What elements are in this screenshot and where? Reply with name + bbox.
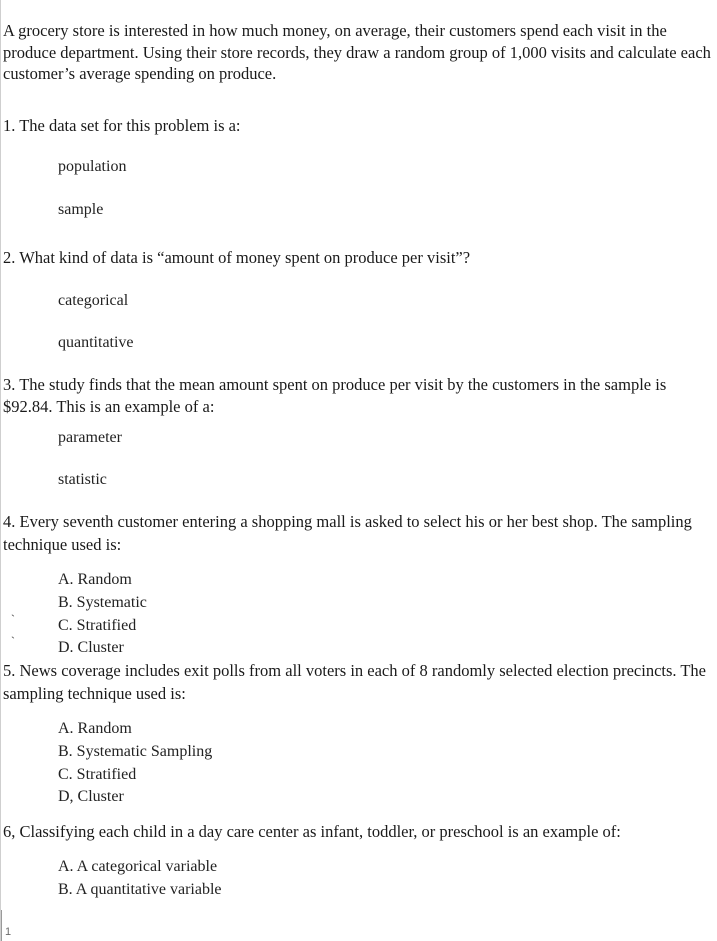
question-1-option-2: sample	[58, 201, 104, 218]
question-5: 5. News coverage includes exit polls from all voters in each of 8 randomly selected election precincts. The sampling technique used is:	[3, 661, 706, 703]
question-1: 1. The data set for this problem is a:	[3, 116, 241, 135]
question-5-option-b: B. Systematic Sampling	[58, 743, 213, 760]
question-4-option-d: D. Cluster	[58, 639, 124, 656]
question-3-option-1: parameter	[58, 429, 122, 446]
question-4-option-b: B. Systematic	[58, 594, 147, 611]
page-number: 1	[5, 926, 12, 938]
question-5-option-a: A. Random	[58, 720, 132, 737]
question-6: 6, Classifying each child in a day care center as infant, toddler, or preschool is an example of:	[3, 822, 621, 841]
question-4: 4. Every seventh customer entering a shopping mall is asked to select his or her best shop. The sampling technique used is:	[3, 512, 692, 554]
question-5-option-d: D, Cluster	[58, 788, 124, 805]
question-2-option-1: categorical	[58, 292, 129, 309]
question-4-option-a: A. Random	[58, 571, 132, 588]
question-3: 3. The study finds that the mean amount spent on produce per visit by the customers in the sample is $92.84. This is an example of a:	[3, 375, 667, 416]
question-1-option-1: population	[58, 158, 127, 175]
page-edge-marker	[1, 910, 2, 941]
question-6-option-a: A. A categorical variable	[58, 858, 218, 875]
stray-mark-1: `	[11, 612, 15, 626]
intro-paragraph: A grocery store is interested in how much money, on average, their customers spend each visit in the produce department. Using their store records, they draw a random group of 1,000 visits and calculate each customer’s average spending on produce.	[3, 21, 711, 83]
stray-mark-2: `	[11, 634, 15, 648]
question-5-option-c: C. Stratified	[58, 766, 137, 783]
question-2: 2. What kind of data is “amount of money spent on produce per visit”?	[3, 248, 471, 267]
question-3-option-2: statistic	[58, 471, 107, 488]
question-4-option-c: C. Stratified	[58, 617, 137, 634]
question-6-option-b: B. A quantitative variable	[58, 881, 222, 898]
question-2-option-2: quantitative	[58, 334, 134, 351]
